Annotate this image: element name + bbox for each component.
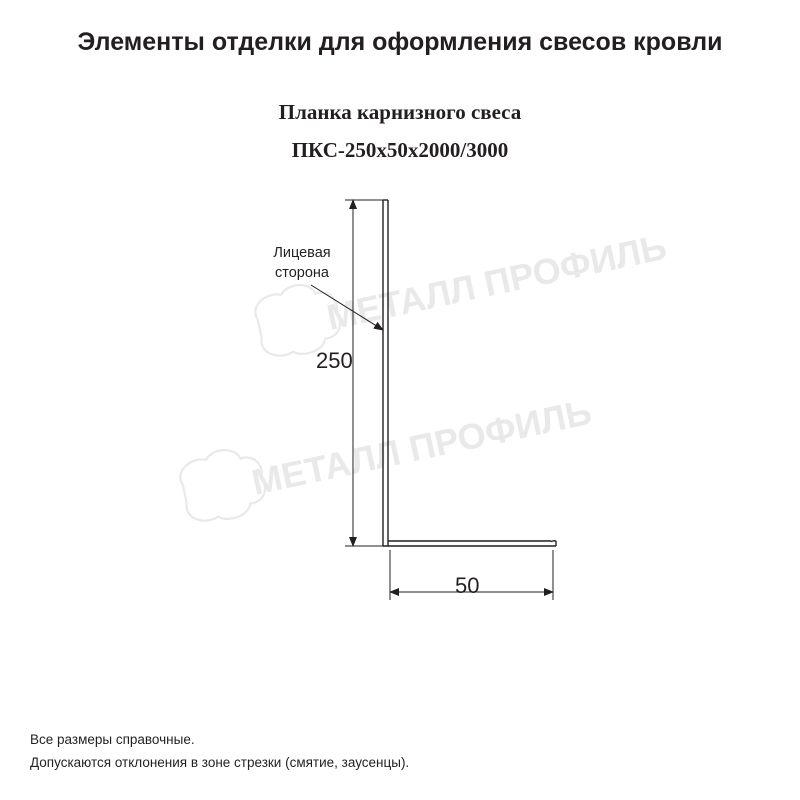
product-name: Планка карнизного свеса — [278, 100, 522, 124]
watermark-text-2: МЕТАЛЛ ПРОФИЛЬ — [248, 390, 595, 503]
profile-outline — [383, 200, 556, 546]
face-side-label — [247, 244, 357, 283]
footnote-line-1: Все размеры справочные. — [30, 731, 195, 747]
watermark-text-1: МЕТАЛЛ ПРОФИЛЬ — [323, 225, 670, 338]
face-side-label-line1: Лицевая — [273, 245, 331, 261]
technical-drawing — [0, 170, 800, 640]
footnote-line-2: Допускаются отклонения в зоне стрезки (смятие, заусенцы). — [30, 755, 410, 771]
dimension-width-value: 50 — [455, 573, 480, 598]
product-code: ПКС-250x50x2000/3000 — [291, 138, 509, 162]
dimension-height-value: 250 — [316, 348, 353, 373]
face-label-leader — [311, 285, 383, 330]
footnotes — [30, 728, 409, 775]
page-title: Элементы отделки для оформления свесов кровли — [77, 28, 723, 56]
face-side-label-line2: сторона — [275, 264, 329, 281]
